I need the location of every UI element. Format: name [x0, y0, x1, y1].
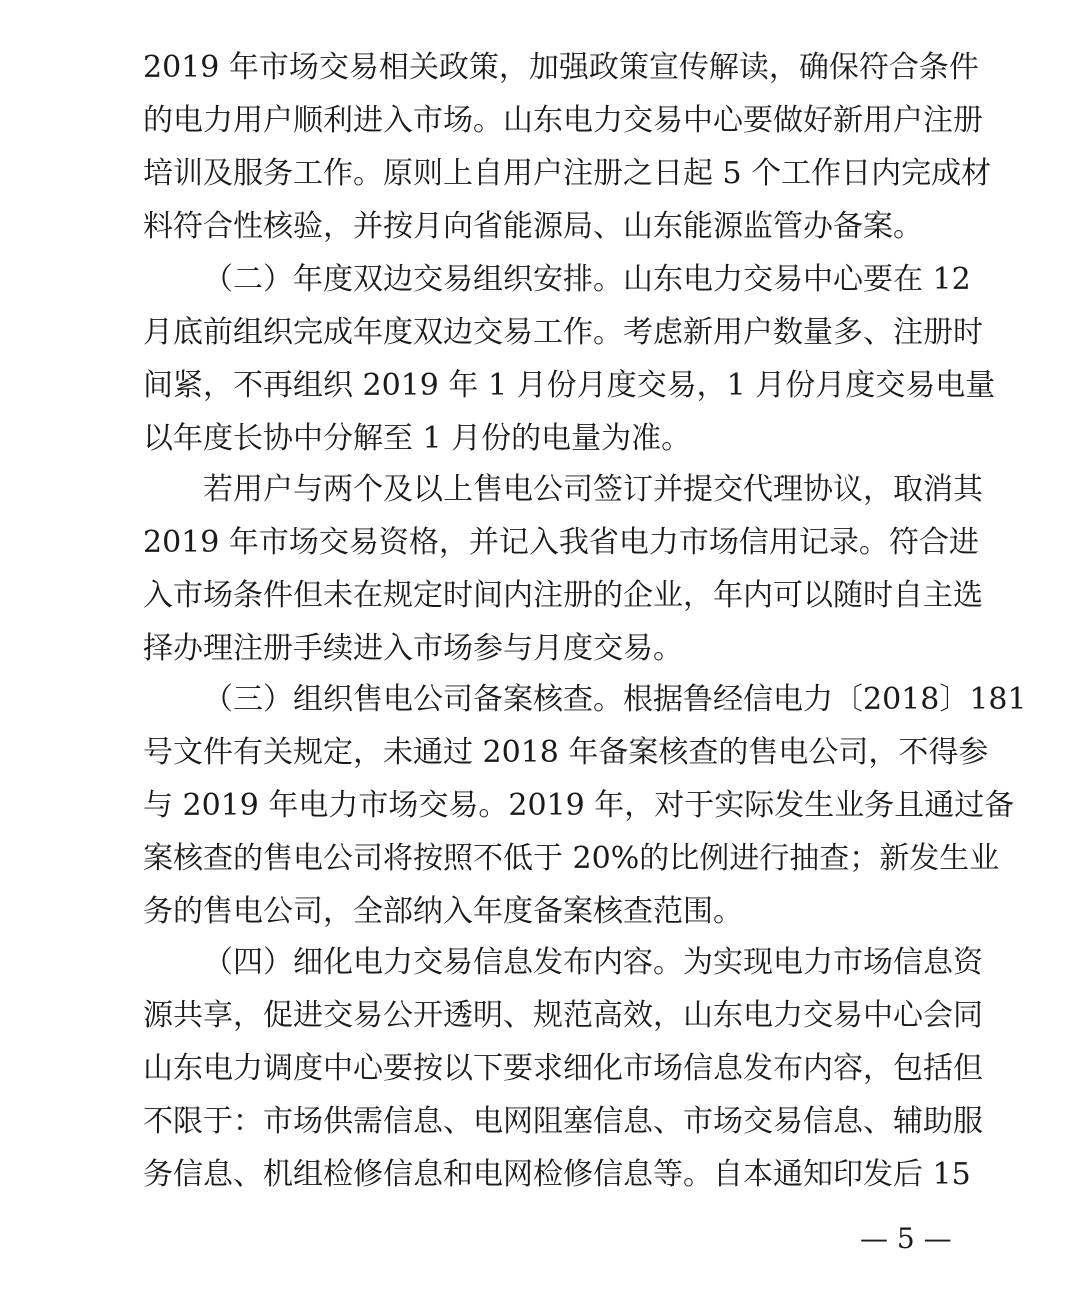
- text-line: 号文件有关规定，未通过 2018 年备案核查的售电公司，不得参: [143, 735, 989, 770]
- section-heading-line: （四）细化电力交易信息发布内容。为实现电力市场信息资: [203, 945, 983, 980]
- text-line: 间紧，不再组织 2019 年 1 月份月度交易，1 月份月度交易电量: [143, 368, 996, 403]
- text-line: 择办理注册手续进入市场参与月度交易。: [143, 631, 683, 666]
- text-line: 的电力用户顺利进入市场。山东电力交易中心要做好新用户注册: [143, 103, 983, 138]
- text-line: 2019 年市场交易资格，并记入我省电力市场信用记录。符合进: [143, 525, 979, 560]
- text-line: 料符合性核验，并按月向省能源局、山东能源监管办备案。: [143, 209, 923, 244]
- text-line: 培训及服务工作。原则上自用户注册之日起 5 个工作日内完成材: [143, 156, 992, 191]
- text-line: 若用户与两个及以上售电公司签订并提交代理协议，取消其: [203, 472, 983, 507]
- page-number: — 5 —: [860, 1222, 952, 1255]
- text-line: 入市场条件但未在规定时间内注册的企业，年内可以随时自主选: [143, 578, 983, 613]
- text-line: 不限于：市场供需信息、电网阻塞信息、市场交易信息、辅助服: [143, 1104, 983, 1139]
- text-line: 月底前组织完成年度双边交易工作。考虑新用户数量多、注册时: [143, 315, 983, 350]
- text-line: 案核查的售电公司将按照不低于 20%的比例进行抽查；新发生业: [143, 841, 1000, 876]
- text-line: 以年度长协中分解至 1 月份的电量为准。: [143, 421, 692, 456]
- text-line: 源共享，促进交易公开透明、规范高效，山东电力交易中心会同: [143, 998, 983, 1033]
- text-line: 务信息、机组检修信息和电网检修信息等。自本通知印发后 15: [143, 1157, 971, 1192]
- section-heading-line: （二）年度双边交易组织安排。山东电力交易中心要在 12: [203, 262, 971, 297]
- text-line: 山东电力调度中心要按以下要求细化市场信息发布内容，包括但: [143, 1051, 983, 1086]
- section-heading-line: （三）组织售电公司备案核查。根据鲁经信电力〔2018〕181: [203, 682, 1027, 717]
- text-line: 务的售电公司，全部纳入年度备案核查范围。: [143, 894, 743, 929]
- text-line: 与 2019 年电力市场交易。2019 年，对于实际发生业务且通过备: [143, 788, 1015, 823]
- text-line: 2019 年市场交易相关政策，加强政策宣传解读，确保符合条件: [143, 50, 979, 85]
